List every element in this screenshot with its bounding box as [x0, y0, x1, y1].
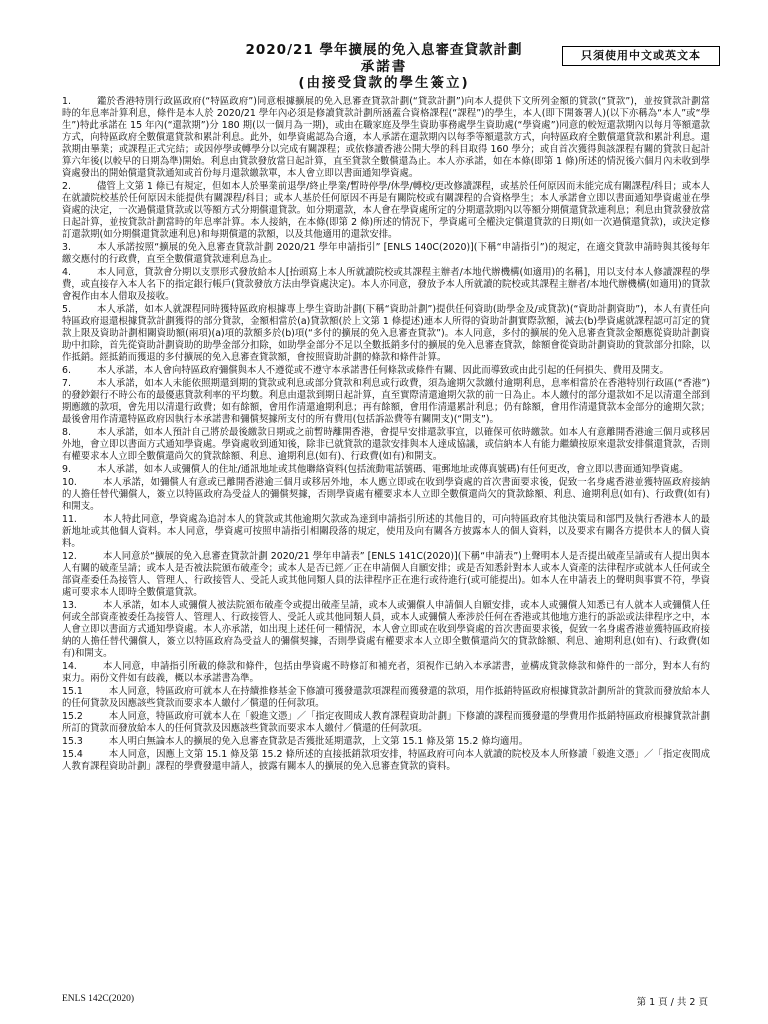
clause-text: 本人承諾，如彌償人有意或已離開香港逾三個月或移居外地，本人應立即或在收到學資處的首次書面要求後，促致一名身處香港並獲特區政府接納的人擔任替代彌償人，簽立以特區政府為受益人的彌償契據，否則學資處有權要求本人立即全數償還尚欠的貸款餘額、利息、逾期利息(如有)、行政費(如有)和開支。	[62, 477, 710, 512]
clause-text: 本人承諾按照“擴展的免入息審查貸款計劃 2020/21 學年申請指引” [ENLS 140C(2020)](下稱“申請指引”)的規定，在適交貸款申請時與其後每年繳交應付的行政費，直至全數償還貸款連利息為止。	[62, 242, 710, 265]
clause-text: 儘管上文第 1 條已有規定，但如本人於畢業前退學/終止學業/暫時停學/休學/轉校/更改修讀課程，或基於任何原因而未能完成有關課程/科目；或本人在就讀院校基於任何原因未能提供有關課程/科目；或本人基於任何原因不再是有關院校或有關課程的合資格學生；本人承諾會立即以書面通知學資處並在學資處的決定，一次過償還貸款或以等額方式分期償還貸款。如分期還款，本人會在學資處所定的分期還款期內以等額分期償還貸款連利息；利息由貸款發放當日起計算，並按貸款計劃當時的年息率計算。本人接納，在本條(即第 2 條)所述的情況下，學資處可全權決定償還貸款的日期(如一次過償還貸款)，或決定修訂還款期(如分期償還貸款連利息)和每期償還的款額，以及其他適用的還款安排。	[62, 181, 710, 240]
clause-paragraph	[62, 477, 710, 513]
clause-paragraph	[62, 96, 710, 180]
clause-number: 12.	[62, 551, 77, 562]
clause-number: 11.	[62, 514, 77, 525]
clause-number: 6.	[62, 365, 71, 376]
clause-number: 14.	[62, 661, 77, 672]
clause-number: 7.	[62, 378, 71, 389]
clause-paragraph	[62, 378, 710, 426]
clause-number: 3.	[62, 242, 71, 253]
document-subtitle-2: (由接受貸款的學生簽立)	[298, 75, 470, 91]
clause-text: 本人承諾，如本人就課程同時獲特區政府根據專上學生資助計劃(下稱“資助計劃”)提供任何資助(助學金及/或貸款)(“資助計劃資助”)，本人有責任向特區政府退還根據貸款計劃獲得的部分貸款，金額相當於(a)貸款額(於上文第 1 條提述)連本人所得的資助計劃實際款額，減去(b)學資處就課程認可訂定的貸款上限及資助計劃相關資助額(兩項)(a)項的款額多於(b)項(“多付的擴展的免入息審查貸款”)。本人同意，多付的擴展的免入息審查貸款金額應從資助計劃資助中扣除，首先從資助計劃資助的助學金部分扣除，如助學金部分不足以全數抵銷多付的擴展的免入息審查貸款，餘額會從資助計劃資助的貸款部分扣除，以作抵銷。經抵銷而獲退的多付擴展的免入息審查貸款額，會按照資助計劃的條款和條件計算。	[62, 304, 710, 363]
clause-paragraph	[62, 749, 710, 773]
clause-paragraph	[62, 427, 710, 463]
clause-text: 本人承諾，如本人未能依照期還到期的貸款或利息或部分貸款和利息或行政費，須為逾期欠款繳付逾期利息，息率相當於在香港特別行政區(“香港”)的發鈔銀行不時公布的最優惠貸款利率的平均數。利息由還款到期日起計算，直至實際清還逾期欠款的前一日為止。本人繳付的部分還款如不足以清還全部到期應繳的款項，會先用以清還行政費；如有餘額，會用作清還逾期利息；再有餘額，會用作清還累計利息；仍有餘額，會用作清還貸款本金部分的逾期欠款；最後會用作清還特區政府因執行本承諾書和彌償契據所支付的所有費用(包括訴訟費等有關開支)(“開支”)。	[62, 378, 710, 425]
clause-number: 8.	[62, 427, 71, 438]
clause-paragraph	[62, 267, 710, 303]
clause-paragraph	[62, 736, 710, 748]
clause-number: 9.	[62, 464, 71, 475]
clause-number: 4.	[62, 267, 71, 278]
form-code: ENLS 142C(2020)	[62, 994, 135, 1004]
document-subtitle: 承諾書	[360, 59, 408, 75]
document-title: 2020/21 學年擴展的免入息審查貸款計劃	[245, 42, 523, 58]
clause-text: 本人承諾，如本人或彌償人的住址/通訊地址或其他聯絡資料(包括流動電話號碼、電郵地址或傳真號碼)有任何更改，會立即以書面通知學資處。	[96, 464, 689, 475]
language-note-box: 只須使用中文或英文本	[562, 46, 720, 66]
clause-paragraph	[62, 600, 710, 660]
clause-text: 本人同意，貸款會分期以支票形式發放給本人[抬頭寫上本人所就讀院校或其課程主辦者/本地代辦機構(如適用)的名稱]，用以支付本人修讀課程的學費，或直接存入本人名下的指定銀行帳戶(貸款發放方法由學資處決定)。本人亦同意，發放予本人所就讀的院校或其課程主辦者/本地代辦機構(如適用)的貸款會視作由本人借取及接收。	[62, 267, 710, 302]
clause-paragraph	[62, 661, 710, 685]
clause-number: 13.	[62, 600, 77, 611]
clause-paragraph	[62, 514, 710, 550]
clause-text: 本人承諾，如本人預計自己將於最後繳款日期或之前暫時離開香港，會提早安排還款事宜，以確保可依時繳款。如本人有意離開香港逾三個月或移居外地，會立即以書面方式通知學資處。學資處收到通知後，除非已就貸款的還款安排與本人達成協議，或信納本人有能力繼續按原來還款安排償還貸款，否則有權要求本人立即全數償還尚欠的貸款餘額、利息、逾期利息(如有)、行政費(如有)和開支。	[62, 427, 710, 462]
clause-paragraph	[62, 686, 710, 710]
clause-paragraph	[62, 242, 710, 266]
clause-number: 15.2	[62, 711, 83, 722]
undertaking-body	[62, 96, 710, 976]
clause-number: 2.	[62, 181, 71, 192]
clause-text: 本人特此同意，學資處為追討本人的貸款或其他逾期欠款或為達到申請指引所述的其他目的，可向特區政府其他決策局和部門及執行香港本人的最新地址或其他個人資料。本人同意，學資處可按照申請指引相關段落的規定，使用及向有關各方披露本人的個人資料，以及要求有關各方提供本人的個人資料。	[62, 514, 710, 549]
clause-text: 本人明白無論本人的擴展的免入息審查貸款是否獲批延期還款，上文第 15.1 條及第 15.2 條均適用。	[108, 736, 529, 747]
clause-number: 5.	[62, 304, 71, 315]
clause-number: 1.	[62, 96, 71, 107]
clause-number: 15.4	[62, 749, 83, 760]
clause-text: 本人同意，因應上文第 15.1 條及第 15.2 條所述的直接抵銷款項安排，特區政府可向本人就讀的院校及本人所修讀「毅進文憑」／「指定夜間成人教育課程資助計劃」課程的學費發還申請人，披露有關本人的擴展的免入息審查貸款的資料。	[62, 749, 710, 772]
clause-text: 鑑於香港特別行政區政府(“特區政府”)同意根據擴展的免入息審查貸款計劃(“貸款計劃”)向本人提供下文所列金額的貸款(“貸款”)，並按貸款計劃當時的年息率計算利息，條件是本人於 2020/21 學年內必須是修讀貸款計劃所涵蓋合資格課程(“課程”)的學生，本人(即下開簽署人)(以下亦稱為“本人”或“學生”)特此承諾在 15 年內(“還款期”)分 180 期(以一個月為一期)，或由在職家庭及學生資助事務處學生資助處(“學資處”)同意的較短還款期內以每月等額還款方式，向特區政府全數償還貸款和累計利息。此外，如學資處認為合適，本人承諾在還款期內以每季等額還款方式，向特區政府全數償還貸款和累計利息。還款期由畢業；或課程正式完結；或因停學或轉學分以完成有關課程；或依修讀香港公開大學的科目取得 160 學分；或自首次獲得與該課程有關的貸款日起計算六年後(以較早的日期為準)開始。利息由貸款發放當日起計算，直至貸款全數償還為止。本人亦承諾，如在本條(即第 1 條)所述的情況後六個月內未收到學資處發出的開始償還貸款通知或首份每月還款繳款單，本人會立即以書面通知學資處。	[62, 96, 710, 179]
clause-number: 15.1	[62, 686, 83, 697]
clause-paragraph	[62, 711, 710, 735]
clause-text: 本人承諾，如本人或彌償人被法院頒布破產令或提出破產呈請，或本人或彌償人申請個人自願安排，或本人或彌償人知悉已有人就本人或彌償人任何或全部資產被委任為接管人、管理人、行政接管人、受託人或其他同類人員，或本人或彌償人牽涉於任何在香港或其他地方進行的訴訟或法律程序之中，本人會立即以書面方式通知學資處。本人亦承諾，如出現上述任何一種情況，本人會立即或在收到學資處的首次書面要求後，促致一名身處香港並獲特區政府接納的人擔任替代彌償人，簽立以特區政府為受益人的彌償契據，否則學資處有權要求本人立即全數償還尚欠的貸款餘額、利息、逾期利息(如有)、行政費(如有)和開支。	[62, 600, 710, 659]
clause-paragraph	[62, 551, 710, 599]
clause-paragraph	[62, 181, 710, 241]
clause-paragraph	[62, 464, 710, 476]
clause-text: 本人同意，申請指引所載的條款和條件，包括由學資處不時修訂和補充者，須視作已納入本承諾書，並構成貸款條款和條件的一部分，對本人有約束力。兩份文件如有歧義，概以本承諾書為準。	[62, 661, 710, 684]
clause-paragraph	[62, 365, 710, 377]
clause-text: 本人同意於“擴展的免入息審查貸款計劃 2020/21 學年申請表” [ENLS 141C(2020)](下稱“申請表”)上聲明本人是否提出破產呈請或有人提出與本人有關的破產呈請；或本人是否被法院頒布破產令；或本人是否已經／正在申請個人自願安排；或是否知悉針對本人或本人資產的法律程序或就本人任何或全部資產委任為接管人、管理人、行政接管人、受託人或其他同類人員的法律程序正在進行或待進行(或可能提出)。如本人在申請表上的聲明與事實不符，學資處可要求本人即時全數償還貸款。	[62, 551, 710, 598]
clause-number: 10.	[62, 477, 77, 488]
page-number: 第 1 頁 / 共 2 頁	[636, 997, 708, 1008]
clause-paragraph	[62, 304, 710, 364]
clause-text: 本人承諾，本人會向特區政府彌償與本人不遵從或不遵守本承諾書任何條款或條件有關、因此而導致或由此引起的任何損失、費用及開支。	[96, 365, 669, 376]
clause-text: 本人同意，特區政府可就本人在持續推修基金下修讀可獲發還款項課程而獲發還的款項，用作抵銷特區政府根據貸款計劃所計的貸款而發放給本人的任何貸款及因應該些貸款而要求本人繳付／償還的任何款項。	[62, 686, 710, 709]
clause-number: 15.3	[62, 736, 83, 747]
clause-text: 本人同意，特區政府可就本人在「毅進文憑」／「指定夜間成人教育課程資助計劃」下修讀的課程而獲發還的學費用作抵銷特區政府根據貸款計劃所訂的貸款而發放給本人的任何貸款及因應該些貸款而要求本人繳付／償還的任何款項。	[62, 711, 710, 734]
